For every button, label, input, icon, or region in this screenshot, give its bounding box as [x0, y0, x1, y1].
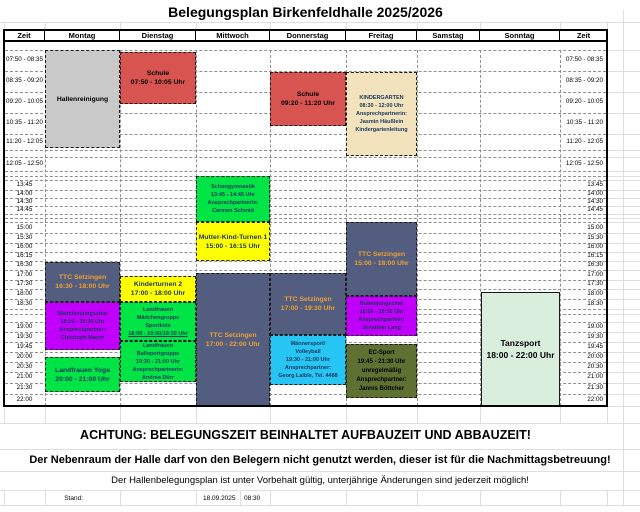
gridline: [270, 22, 271, 30]
gridline: [608, 243, 640, 244]
row-gridline: [5, 206, 606, 207]
time-label-left: 17:30: [16, 280, 33, 287]
row-gridline: [5, 222, 606, 223]
gridline: [417, 22, 418, 30]
row-gridline: [5, 150, 606, 151]
gridline: [0, 22, 640, 23]
event-line: EC-Sport: [368, 349, 395, 356]
time-label-left: 16:15: [16, 252, 33, 259]
gridline: [196, 407, 197, 423]
event-line: Jonathan Lang: [361, 325, 402, 331]
event-line: Ansprechpartner:: [59, 327, 106, 333]
event-line: Hallenreinigung: [56, 95, 109, 103]
header-cell-samstag: Samstag: [417, 31, 480, 40]
event-line: TTC Setzingen: [58, 274, 107, 281]
time-label-right: 19:45: [587, 343, 603, 350]
gridline: [608, 171, 640, 172]
time-label-left: 18:00: [16, 290, 33, 297]
gridline: [608, 383, 640, 384]
row-gridline: [5, 214, 606, 215]
time-label-right: 11:20 - 12:05: [566, 138, 603, 145]
time-label-left: 12:05 - 12:50: [5, 160, 44, 167]
event-line: Sportkids: [145, 322, 171, 329]
notice-nebenraum: Der Nebenraum der Halle darf von den Belegern nicht genutzt werden, dieser ist für die Nachmittagsbetreuung!: [29, 454, 611, 466]
header-cell-zeit-right: Zeit: [576, 31, 591, 40]
gridline: [608, 342, 640, 343]
header-cell-zeit: Zeit: [4, 31, 45, 40]
time-label-right: 14:45: [587, 206, 603, 213]
time-label-left: 16:00: [16, 243, 33, 250]
gridline: [607, 490, 608, 505]
row-gridline: [5, 233, 606, 234]
time-label-right: 16:15: [587, 252, 603, 259]
gridline: [608, 218, 640, 219]
gridline: [120, 407, 121, 423]
event-schule-do[interactable]: [270, 72, 346, 126]
gridline: [120, 22, 121, 30]
gridline: [608, 314, 640, 315]
event-schongymnastik-mi[interactable]: [196, 176, 270, 222]
row-gridline: [5, 190, 606, 191]
gridline: [608, 180, 640, 181]
stand-time: 08:30: [244, 495, 261, 502]
event-maennersport-do[interactable]: [270, 335, 346, 385]
event-line: Ballsportgruppe: [136, 350, 180, 357]
event-line: Tanzsport: [500, 338, 541, 348]
event-line: Kindergartenleitung: [355, 127, 408, 133]
gridline: [608, 206, 640, 207]
time-label-right: 21:00: [587, 373, 603, 380]
gridline: [346, 407, 347, 423]
event-line: Christoph Mayer: [60, 335, 105, 341]
time-label-right: 19:30: [587, 333, 603, 340]
time-label-left: 14:00: [16, 190, 33, 197]
event-schule-di[interactable]: [120, 52, 196, 104]
event-ttc-mi[interactable]: [196, 273, 270, 406]
gridline: [0, 490, 640, 491]
column-gridline: [417, 50, 418, 406]
event-line: Männersport/: [290, 341, 326, 347]
gridline: [608, 71, 640, 72]
event-line: 18:00 - 19:30 Uhr: [60, 319, 105, 325]
row-gridline: [5, 252, 606, 253]
time-label-left: 13:45: [16, 181, 33, 188]
gridline: [608, 280, 640, 281]
gridline: [608, 362, 640, 363]
time-label-left: 15:00: [16, 224, 33, 231]
event-line: Ansprechpartnerin:: [132, 366, 184, 373]
gridline: [45, 22, 46, 30]
time-label-right: 18:00: [587, 290, 603, 297]
time-label-right: 15:00: [587, 224, 603, 231]
row-gridline: [5, 171, 606, 172]
gridline: [608, 309, 640, 310]
time-label-right: 09:20 - 10:05: [565, 98, 603, 105]
gridline: [196, 22, 197, 30]
event-yoga-mo[interactable]: [45, 357, 120, 392]
time-label-right: 16:00: [587, 243, 603, 250]
event-line: Landfrauen: [143, 306, 173, 313]
gridline: [0, 471, 640, 472]
time-label-left: 11:20 - 12:05: [6, 138, 43, 145]
time-label-right: 22:00: [587, 396, 603, 403]
gridline: [417, 407, 418, 423]
gridline: [623, 10, 624, 505]
gridline: [0, 423, 640, 424]
event-line: Bubenjungschar: [359, 301, 404, 307]
gridline: [607, 407, 608, 423]
gridline: [196, 490, 197, 505]
time-label-left: 17:00: [16, 271, 33, 278]
time-label-left: 09:20 - 10:05: [5, 98, 44, 105]
time-label-right: 16:30: [587, 261, 603, 268]
gridline: [560, 22, 561, 30]
time-label-right: 21:30: [587, 384, 603, 391]
time-label-right: 20:00: [587, 353, 603, 360]
time-label-left: 14:45: [16, 206, 33, 213]
gridline: [480, 407, 481, 423]
event-line: 16:30 - 18:00 Uhr: [55, 283, 110, 290]
event-line: Ansprechpartnerin:: [355, 111, 408, 117]
gridline: [608, 214, 640, 215]
gridline: [240, 490, 241, 505]
header-separator: [3, 40, 608, 42]
row-gridline: [5, 180, 606, 181]
event-sportkids-di[interactable]: [120, 302, 196, 341]
event-line: 15:00 - 16:15 Uhr: [205, 242, 261, 250]
gridline: [560, 407, 561, 423]
notice-attention: ACHTUNG: BELEGUNGSZEIT BEINHALTET AUFBAUZEIT UND ABBAUZEIT!: [80, 428, 531, 442]
time-label-right: 17:00: [587, 271, 603, 278]
header-cell-freitag: Freitag: [346, 31, 417, 40]
gridline: [608, 113, 640, 114]
time-label-left: 15:30: [16, 234, 33, 241]
event-line: Ansprechpartner:: [356, 376, 407, 383]
event-line: 13:45 - 14:45 Uhr: [210, 192, 256, 198]
time-label-right: 20:30: [587, 363, 603, 370]
time-label-right: 14:00: [587, 190, 603, 197]
event-line: 20:00 - 21:00 Uhr: [55, 375, 110, 383]
event-line: Kinderturnen 2: [133, 281, 183, 288]
gridline: [608, 176, 640, 177]
event-line: Mädchenjungschar: [57, 311, 108, 317]
gridline: [607, 22, 608, 30]
page-title: Belegungsplan Birkenfeldhalle 2025/2026: [168, 4, 443, 20]
event-maedchenjungschar-mo[interactable]: [45, 302, 120, 350]
gridline: [608, 190, 640, 191]
event-line: 15:00 - 18:00 Uhr: [354, 260, 409, 267]
gridline: [480, 490, 481, 505]
time-label-right: 10:35 - 11:20: [566, 119, 603, 126]
time-label-right: 14:30: [587, 198, 603, 205]
event-line: 19:30 - 21:00 Uhr: [285, 357, 331, 363]
gridline: [608, 157, 640, 158]
time-label-right: 07:50 - 08:35: [565, 56, 603, 63]
event-line: KINDERGARTEN: [359, 95, 404, 101]
time-label-right: 19:00: [587, 323, 603, 330]
time-label-left: 14:30: [16, 198, 33, 205]
event-line: Volleyball: [295, 349, 321, 355]
event-ttc-mo[interactable]: [45, 262, 120, 302]
gridline: [608, 150, 640, 151]
event-line: Carmen Schmid: [212, 208, 254, 214]
gridline: [608, 50, 640, 51]
stand-date: 18.09.2025: [203, 495, 236, 502]
gridline: [608, 233, 640, 234]
event-line: 18:00 - 19:00/19:30 Uhr: [128, 330, 188, 337]
gridline: [608, 352, 640, 353]
time-label-left: 19:30: [16, 333, 33, 340]
event-line: 09:20 - 11:20 Uhr: [280, 100, 336, 107]
event-line: Jasmin Häußlein: [359, 119, 404, 125]
gridline: [120, 490, 121, 505]
gridline: [608, 92, 640, 93]
event-ecsport-fr[interactable]: [346, 344, 417, 398]
event-line: 07:50 - 10:05 Uhr: [130, 79, 186, 86]
event-line: 19:45 - 21:30 Uhr: [357, 358, 406, 365]
event-line: 18:00 - 19:30 Uhr: [359, 309, 404, 315]
gridline: [0, 449, 640, 450]
event-line: Ansprechpartner:: [284, 365, 332, 371]
event-bubenjungschar-fr[interactable]: [346, 296, 417, 336]
gridline: [417, 490, 418, 505]
event-line: TTC Setzingen: [357, 251, 406, 258]
event-line: Ansprechpartnerin:: [207, 200, 259, 206]
gridline: [608, 289, 640, 290]
event-line: Landfrauen Yoga: [55, 366, 110, 374]
event-ttc-fr[interactable]: [346, 222, 417, 296]
event-line: 18:00 - 22:00 Uhr: [486, 350, 555, 360]
time-label-right: 13:45: [587, 181, 603, 188]
stand-label: Stand:: [64, 495, 83, 502]
gridline: [608, 372, 640, 373]
event-line: Mädchengruppe: [136, 314, 180, 321]
gridline: [608, 261, 640, 262]
event-ballsport-di[interactable]: [120, 341, 196, 382]
row-gridline: [5, 218, 606, 219]
time-label-left: 21:30: [16, 384, 33, 391]
gridline: [0, 505, 640, 506]
gridline: [4, 490, 5, 505]
time-label-right: 15:30: [587, 234, 603, 241]
event-line: TTC Setzingen: [209, 331, 257, 339]
event-line: Schongymnastik: [210, 184, 255, 190]
gridline: [608, 322, 640, 323]
event-line: TTC Setzingen: [284, 296, 332, 303]
event-line: Mutter-Kind-Turnen 1: [198, 233, 268, 241]
time-label-left: 21:00: [16, 373, 33, 380]
gridline: [608, 252, 640, 253]
gridline: [608, 198, 640, 199]
event-kinderturnen-di[interactable]: [120, 276, 196, 302]
event-mutterkind-mi[interactable]: [196, 222, 270, 261]
event-line: 17:00 - 19:30 Uhr: [280, 305, 336, 312]
row-gridline: [5, 243, 606, 244]
gridline: [608, 222, 640, 223]
time-label-right: 17:30: [587, 280, 603, 287]
gridline: [346, 22, 347, 30]
gridline: [608, 134, 640, 135]
time-label-left: 18:30: [16, 300, 33, 307]
time-label-left: 22:00: [16, 396, 33, 403]
time-label-right: 18:30: [587, 300, 603, 307]
gridline: [608, 299, 640, 300]
gridline: [608, 394, 640, 395]
header-cell-dienstag: Dienstag: [120, 31, 196, 40]
header-cell-sonntag: Sonntag: [480, 31, 560, 40]
gridline: [45, 407, 46, 423]
row-gridline: [5, 157, 606, 158]
gridline: [4, 22, 5, 30]
time-label-right: 12:05 - 12:50: [565, 160, 603, 167]
event-line: 17:00 - 18:00 Uhr: [130, 290, 186, 297]
event-hallenreinigung[interactable]: [45, 50, 120, 148]
event-line: Schule: [296, 91, 320, 98]
gridline: [608, 270, 640, 271]
gridline: [4, 407, 5, 423]
row-gridline: [5, 176, 606, 177]
gridline: [608, 406, 640, 407]
time-label-left: 07:50 - 08:35: [5, 56, 44, 63]
event-line: 19:30 - 21:00 Uhr: [135, 358, 181, 365]
event-line: unregelmäßig: [361, 367, 402, 374]
event-line: 17:00 - 22:00 Uhr: [205, 340, 261, 348]
event-tanzsport-so[interactable]: [481, 292, 560, 406]
event-line: Landfrauen: [143, 342, 173, 349]
header-cell-mittwoch: Mittwoch: [196, 31, 270, 40]
event-ttc-do[interactable]: [270, 273, 346, 335]
time-label-left: 16:30: [16, 261, 33, 268]
event-line: 08:30 - 12:00 Uhr: [359, 103, 404, 109]
time-label-left: 20:00: [16, 353, 33, 360]
event-line: Schule: [146, 70, 170, 77]
gridline: [480, 22, 481, 30]
gridline: [560, 490, 561, 505]
time-label-left: 20:30: [16, 363, 33, 370]
notice-vorbehalt: Der Hallenbelegungsplan ist unter Vorbehalt gültig, unterjährige Änderungen sind jederzeit möglich!: [111, 475, 529, 486]
event-line: Jannis Böttcher: [358, 385, 405, 392]
time-label-left: 10:35 - 11:20: [6, 119, 43, 126]
time-label-right: 08:35 - 09:20: [565, 77, 603, 84]
event-kindergarten-fr[interactable]: [346, 72, 417, 156]
gridline: [608, 332, 640, 333]
gridline: [346, 490, 347, 505]
event-line: Georg Laible, Tel. 4488: [278, 373, 338, 379]
time-label-left: 08:35 - 09:20: [5, 77, 44, 84]
row-gridline: [5, 198, 606, 199]
event-line: Ansprechpartner:: [358, 317, 405, 323]
header-cell-montag: Montag: [45, 31, 120, 40]
time-label-left: 19:45: [16, 343, 33, 350]
header-cell-donnerstag: Donnerstag: [270, 31, 346, 40]
gridline: [270, 407, 271, 423]
time-label-left: 19:00: [16, 323, 33, 330]
event-line: Andrea Dürr: [141, 374, 175, 381]
